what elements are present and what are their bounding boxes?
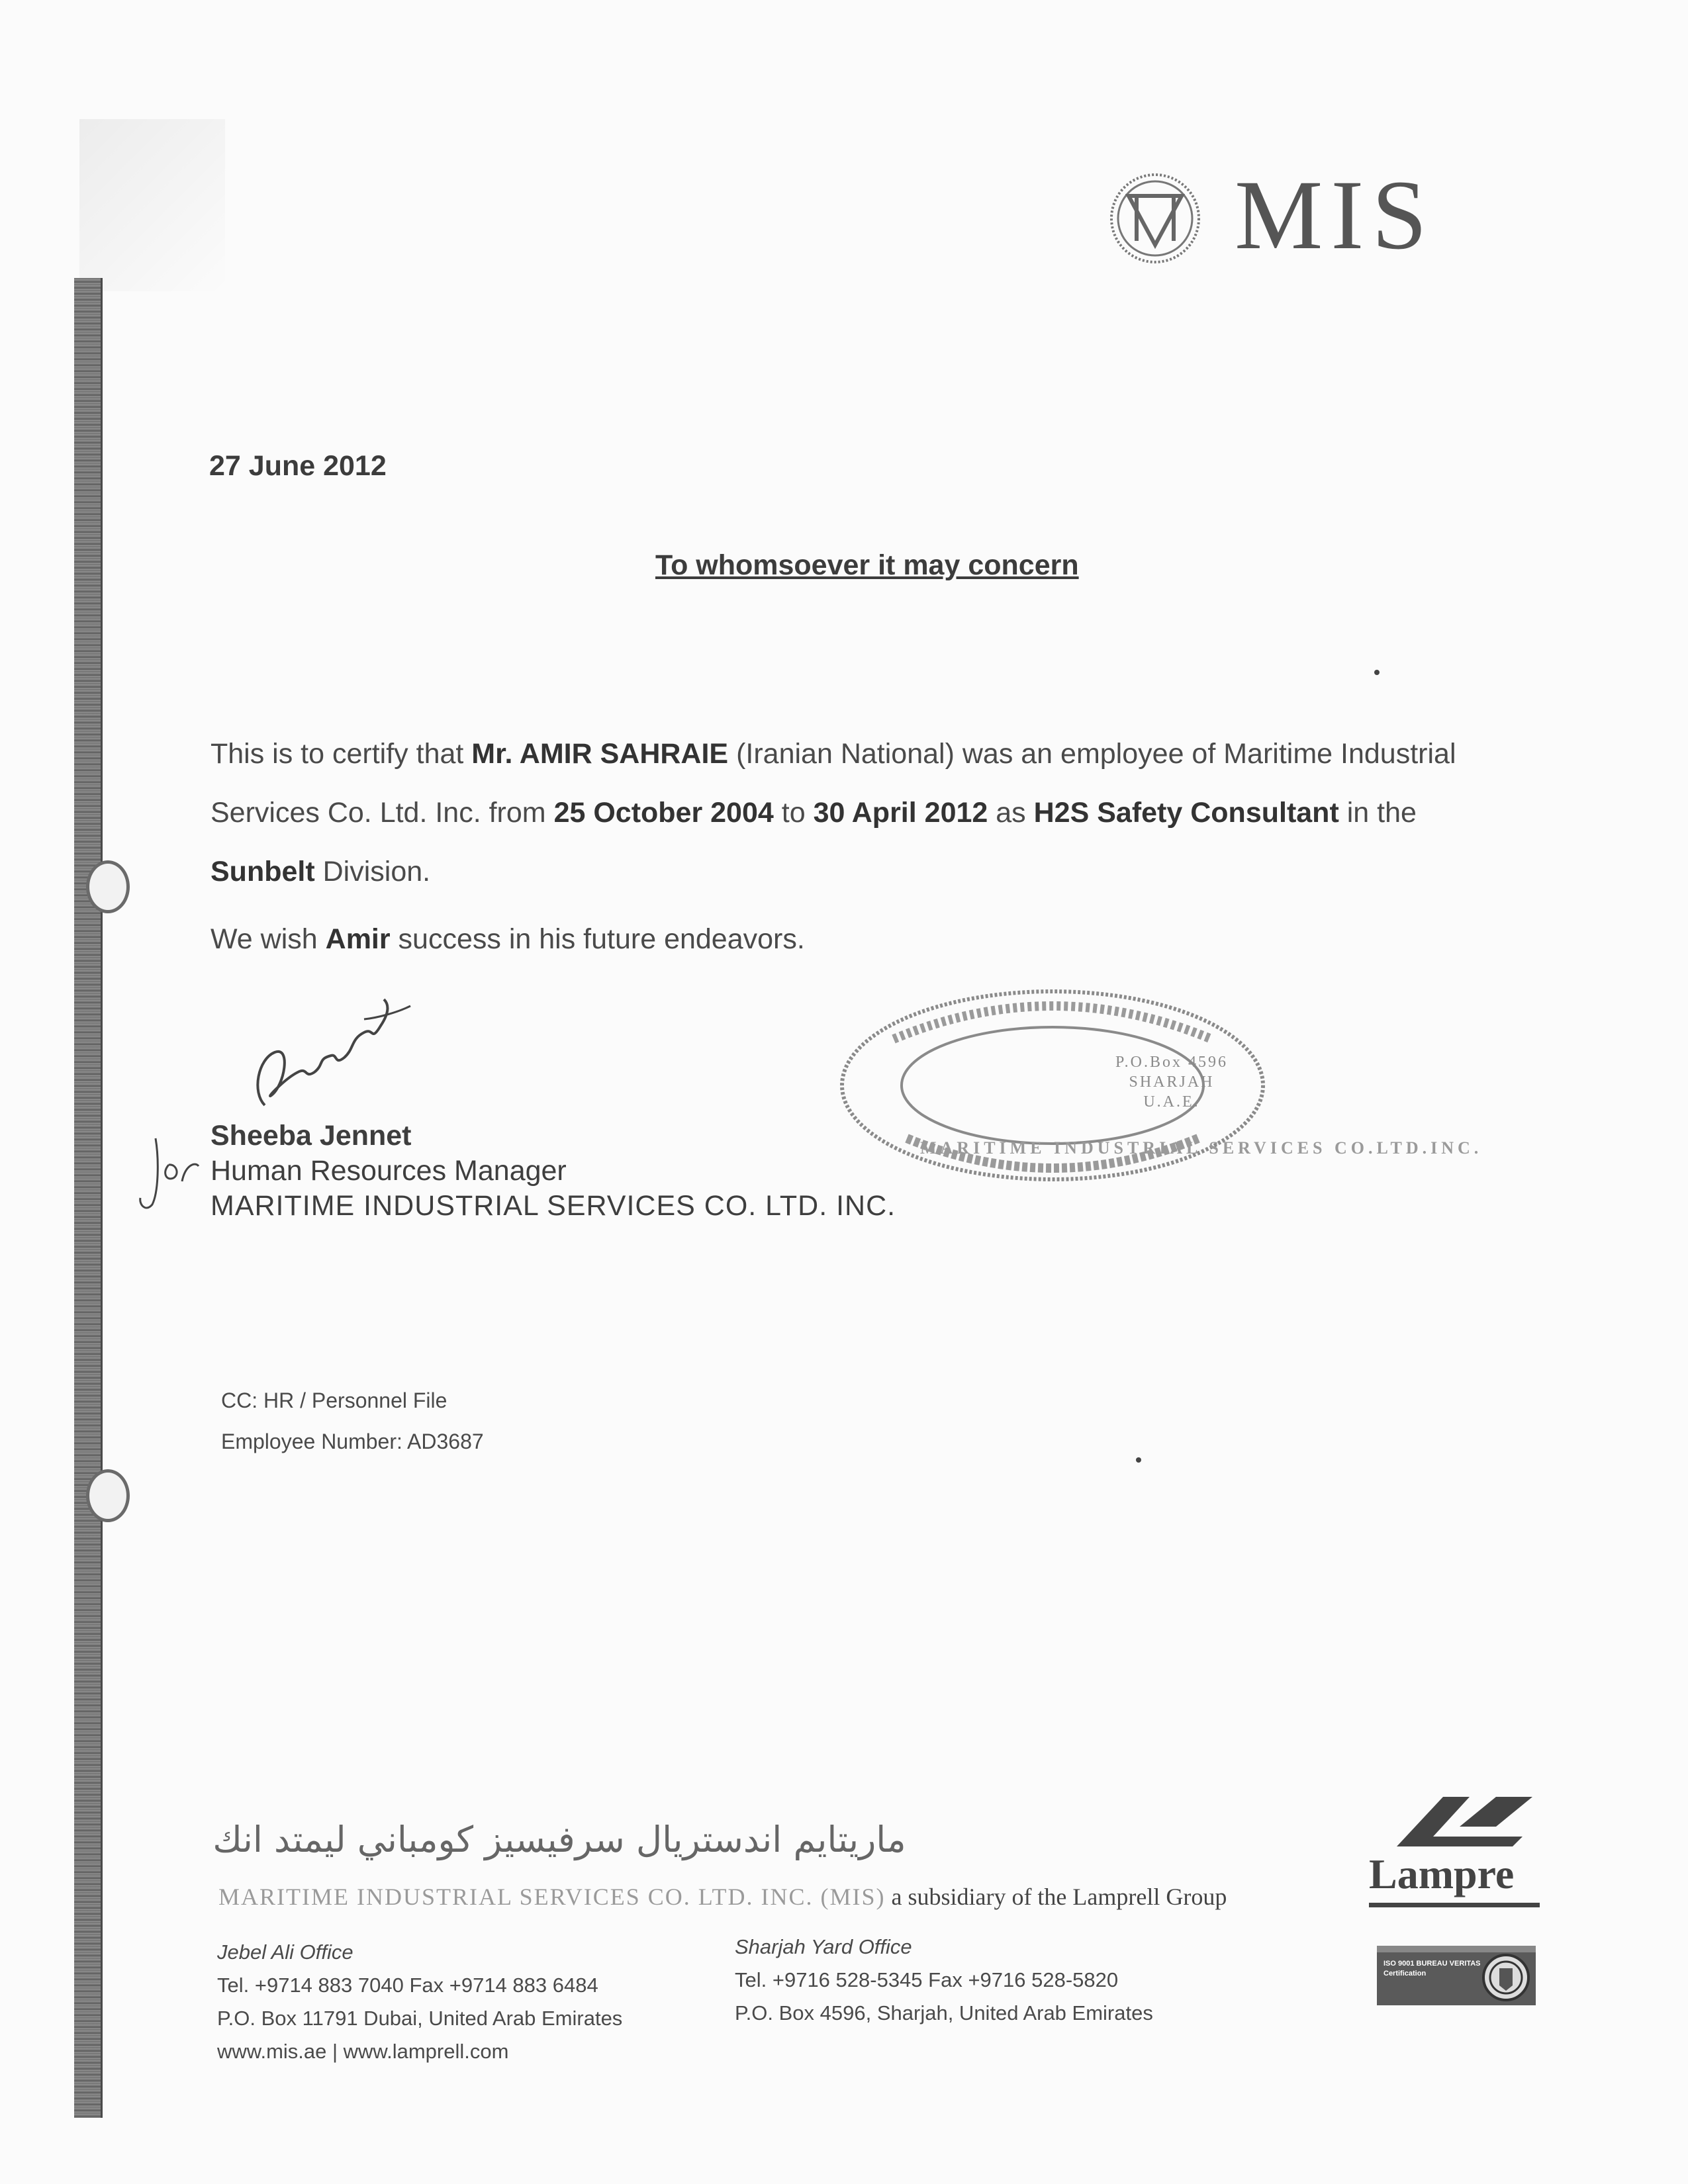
- handwritten-signature: [245, 979, 417, 1118]
- body-text: in the: [1338, 797, 1417, 829]
- stamp-po-box: P.O.Box 4596: [1115, 1054, 1229, 1071]
- office-phone: Tel. +9716 528-5345 Fax +9716 528-5820: [735, 1968, 1119, 1991]
- body-text: This is to certify that: [211, 738, 472, 770]
- lamprell-rule: [1369, 1903, 1540, 1907]
- letter-body: [211, 725, 1468, 901]
- lamprell-wordmark: Lampre: [1369, 1850, 1515, 1897]
- office-title: Jebel Ali Office: [217, 1940, 353, 1964]
- footer-company-line: [218, 1883, 1227, 1911]
- letter-closing: [211, 923, 805, 956]
- cc-line: CC: HR / Personnel File: [221, 1388, 447, 1412]
- job-role: H2S Safety Consultant: [1033, 797, 1339, 829]
- letter-date: 27 June 2012: [209, 450, 387, 482]
- office-phone: Tel. +9714 883 7040 Fax +9714 883 6484: [217, 1974, 598, 1997]
- closing-text: success in his future endeavors.: [390, 923, 805, 955]
- signatory-name: Sheeba Jennet: [211, 1120, 412, 1152]
- binder-edge: [74, 278, 103, 2118]
- letter-subject: To whomsoever it may concern: [655, 549, 1079, 581]
- scan-speck: [1374, 670, 1380, 675]
- office-websites: www.mis.ae | www.lamprell.com: [217, 2040, 509, 2063]
- stamp-address: [1112, 1052, 1231, 1112]
- stamp-city: SHARJAH: [1129, 1073, 1215, 1091]
- mis-emblem-icon: [1102, 171, 1221, 270]
- employee-name: Mr. AMIR SAHRAIE: [471, 738, 729, 770]
- body-text: Division.: [314, 856, 431, 887]
- body-text: to: [773, 797, 814, 829]
- stamp-country: U.A.E.: [1143, 1093, 1200, 1111]
- closing-text: We wish: [211, 923, 326, 955]
- logo-wordmark: MIS: [1235, 160, 1435, 270]
- mis-logo: [1102, 160, 1473, 270]
- closing-name: Amir: [325, 923, 391, 955]
- footer-company-caps: MARITIME INDUSTRIAL SERVICES CO. LTD. INC. (MIS): [218, 1884, 886, 1910]
- office-title: Sharjah Yard Office: [735, 1935, 912, 1958]
- punch-hole: [86, 860, 130, 913]
- stamp-company-name: MARITIME INDUSTRIAL SERVICES CO.LTD.INC.: [920, 1138, 1483, 1158]
- employee-number: Employee Number: AD3687: [221, 1430, 484, 1453]
- sharjah-yard-office: [735, 1931, 1153, 2030]
- punch-hole: [86, 1469, 130, 1522]
- cc-block: [221, 1380, 484, 1462]
- body-text: as: [988, 797, 1034, 829]
- arabic-company-name: ماريتايم اندستريال سرفيسيز كومباني ليمتد انك: [212, 1819, 906, 1860]
- jebel-ali-office: [217, 1936, 622, 2068]
- office-address: P.O. Box 4596, Sharjah, United Arab Emirates: [735, 2001, 1153, 2025]
- scan-corner-shadow: [79, 119, 225, 291]
- start-date: 25 October 2004: [553, 797, 774, 829]
- lamprell-logo-icon: [1370, 1790, 1542, 1850]
- footer-subsidiary-note: a subsidiary of the Lamprell Group: [885, 1884, 1227, 1910]
- handwritten-for-mark: [132, 1125, 205, 1218]
- body-text: (Iranian National) was an employee of Maritime Industrial Services Co. Ltd. Inc. from: [211, 738, 1456, 829]
- bureau-veritas-text: ISO 9001 BUREAU VERITAS Certification: [1383, 1960, 1481, 1978]
- end-date: 30 April 2012: [813, 797, 988, 829]
- signatory-company: MARITIME INDUSTRIAL SERVICES CO. LTD. INC.: [211, 1190, 896, 1222]
- signatory-block: [211, 1118, 896, 1224]
- division-name: Sunbelt: [211, 856, 315, 887]
- signatory-title: Human Resources Manager: [211, 1155, 567, 1187]
- office-address: P.O. Box 11791 Dubai, United Arab Emirates: [217, 2007, 623, 2030]
- scan-speck: [1136, 1457, 1141, 1463]
